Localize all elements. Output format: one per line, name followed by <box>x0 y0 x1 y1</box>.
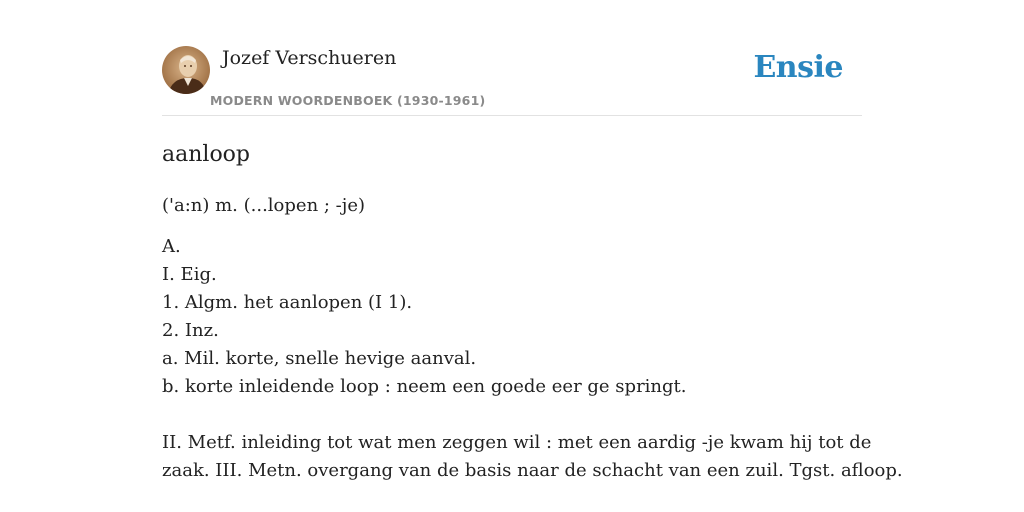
entry-page <box>162 46 903 485</box>
definition-line: II. Metf. inleiding tot wat men zeggen wil : met een aardig -je kwam hij tot de <box>162 432 872 453</box>
definition-line: a. Mil. korte, snelle hevige aanval. <box>162 348 477 369</box>
definition-line: zaak. III. Metn. overgang van de basis naar de schacht van een zuil. Tgst. afloop. <box>162 460 903 481</box>
definition-line: 1. Algm. het aanlopen (I 1). <box>162 292 413 313</box>
page-header <box>162 46 862 116</box>
definition-line: 2. Inz. <box>162 320 219 341</box>
entry-definition <box>162 233 903 485</box>
entry-pronunciation: ('a:n) m. (...lopen ; -je) <box>162 195 366 216</box>
definition-line: A. <box>162 236 181 257</box>
source-label[interactable]: MODERN WOORDENBOEK (1930-1961) <box>210 93 486 108</box>
brand-logo[interactable]: Ensie <box>753 50 843 85</box>
paragraph-gap <box>162 401 862 429</box>
entry-headword: aanloop <box>162 142 251 167</box>
author-avatar[interactable] <box>162 46 210 94</box>
portrait-icon <box>162 46 210 94</box>
definition-line: b. korte inleidende loop : neem een goede eer ge springt. <box>162 376 687 397</box>
author-name[interactable]: Jozef Verschueren <box>222 47 397 69</box>
definition-line: I. Eig. <box>162 264 217 285</box>
